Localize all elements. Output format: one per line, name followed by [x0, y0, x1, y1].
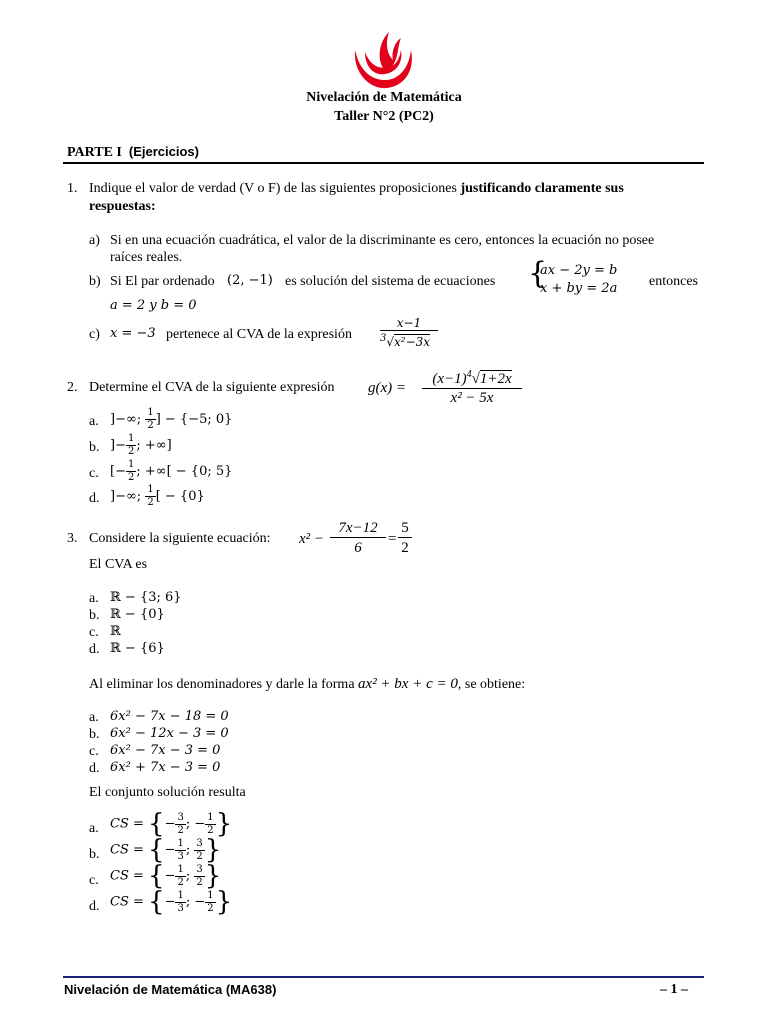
q1-b-brace: {	[528, 256, 548, 291]
q3-eq-numerator: 7x−12	[330, 520, 386, 538]
q3-cs-label: El conjunto solución resulta	[89, 785, 246, 800]
q2-option-fraction	[126, 460, 136, 483]
q3-cva-label-b: b.	[89, 608, 100, 623]
cs-fraction-2	[205, 813, 215, 836]
question-1-text-bold: respuestas:	[89, 199, 156, 214]
question-3-number: 3.	[67, 531, 78, 546]
fraction-numerator: 1	[207, 811, 214, 823]
close-brace: }	[215, 887, 233, 917]
q1-b-pair: (2, −1)	[227, 273, 273, 288]
q1-b-eq-2: x + by = 2a	[540, 281, 618, 296]
footer-rule	[63, 976, 704, 978]
fraction-denominator: 2	[127, 446, 135, 457]
footer-page-number: – 1 –	[660, 982, 688, 997]
minus-sign: −	[164, 868, 176, 884]
cs-fraction-2	[205, 891, 215, 914]
q2-option-pre: ]−∞;	[110, 489, 146, 504]
q3-eq-denominator: 6	[354, 540, 362, 556]
q3-cs-option-d	[110, 889, 232, 915]
q2-option-pre: ]−	[110, 438, 126, 453]
open-brace: {	[148, 809, 165, 839]
q3-cs-label-b: b.	[89, 847, 100, 862]
fraction-numerator: 1	[147, 484, 154, 495]
cs-prefix: CS =	[110, 816, 149, 832]
q2-option-pre: [−	[110, 464, 126, 479]
q2-option-label: a.	[89, 414, 99, 429]
fraction-denominator: 2	[127, 472, 135, 483]
q1-b-text-1: Si El par ordenado	[110, 274, 215, 289]
separator: ;	[185, 816, 195, 832]
q3-form-option-c: 6x² − 7x − 3 = 0	[110, 743, 221, 758]
cs-fraction-1	[175, 813, 185, 836]
cs-fraction-2	[194, 865, 204, 888]
q3-eq-rhs-numerator: 5	[398, 520, 412, 538]
fraction-numerator: 1	[127, 459, 135, 470]
fraction-numerator: 1	[177, 863, 184, 875]
fraction-numerator: 1	[147, 407, 154, 418]
document-title: Nivelación de Matemática	[306, 90, 462, 105]
q3-cs-label-d: d.	[89, 899, 100, 914]
fraction-denominator: 3	[177, 850, 184, 862]
fraction-denominator: 2	[177, 824, 184, 836]
q3-cva-option-b: ℝ − {0}	[110, 607, 165, 622]
q2-option-d	[110, 485, 205, 508]
q3-form-option-a: 6x² − 7x − 18 = 0	[110, 709, 229, 724]
fraction-denominator: 2	[207, 824, 214, 836]
q1-a-text-2: raíces reales.	[110, 250, 183, 265]
fraction-numerator: 3	[177, 811, 184, 823]
close-brace: }	[215, 809, 233, 839]
close-brace: }	[204, 835, 222, 865]
q2-option-a	[110, 408, 232, 431]
cs-prefix: CS =	[110, 868, 149, 884]
q2-denominator: x² − 5x	[450, 390, 494, 406]
open-brace: {	[148, 861, 165, 891]
q2-option-label: b.	[89, 440, 100, 455]
minus-sign: −	[164, 842, 176, 858]
q3-form-label-d: d.	[89, 761, 100, 776]
question-1-number: 1.	[67, 181, 78, 196]
fraction-numerator: 1	[207, 889, 214, 901]
minus-sign: −	[164, 816, 176, 832]
fraction-numerator: 1	[177, 889, 184, 901]
footer-course: Nivelación de Matemática (MA638)	[64, 982, 277, 997]
q3-cva-label: El CVA es	[89, 557, 148, 572]
separator: ;	[185, 868, 195, 884]
q1-c-denominator: $^3$√x²−3x	[380, 333, 431, 349]
question-3-text: Considere la siguiente ecuación:	[89, 531, 271, 546]
q3-cs-label-c: c.	[89, 873, 99, 888]
q3-form-label-c: c.	[89, 744, 99, 759]
q2-option-pre: ]−∞;	[110, 412, 146, 427]
q2-option-post: ] − {−5; 0}	[155, 412, 233, 427]
q3-form-label-b: b.	[89, 727, 100, 742]
sign-2: −	[194, 816, 206, 832]
question-1-text: Indique el valor de verdad (V o F) de las siguientes proposiciones justificando claramente sus	[89, 181, 624, 196]
q2-option-post: ; +∞]	[136, 438, 172, 453]
fraction-denominator: 2	[196, 876, 203, 888]
q3-form-option-d: 6x² + 7x − 3 = 0	[110, 760, 221, 775]
q2-option-fraction	[126, 434, 136, 457]
cs-fraction-1	[175, 891, 185, 914]
q1-a-text: Si en una ecuación cuadrática, el valor de la discriminante es cero, entonces la ecuación no posee	[110, 233, 655, 248]
document-subtitle: Taller N°2 (PC2)	[334, 109, 434, 124]
q3-cs-option-a	[110, 811, 232, 837]
q1-b-label: b)	[89, 274, 101, 289]
upc-logo-icon	[349, 28, 419, 92]
cs-fraction-1	[175, 865, 185, 888]
q3-eq-lhs: x² −	[299, 531, 325, 547]
q2-option-fraction	[145, 485, 155, 508]
q3-cva-option-c: ℝ	[110, 624, 121, 639]
cs-fraction-2	[194, 839, 204, 862]
q1-c-numerator: x−1	[380, 316, 438, 331]
q3-cs-option-b	[110, 837, 221, 863]
separator: ;	[185, 842, 195, 858]
question-2-text: Determine el CVA de la siguiente expresión	[89, 380, 335, 395]
q1-c-var: x = −3	[110, 326, 156, 341]
q3-cva-option-d: ℝ − {6}	[110, 641, 165, 656]
q3-form-label-a: a.	[89, 710, 99, 725]
fraction-denominator: 2	[147, 497, 154, 508]
q3-form-option-b: 6x² − 12x − 3 = 0	[110, 726, 229, 741]
fraction-numerator: 3	[196, 863, 203, 875]
question-2-number: 2.	[67, 380, 78, 395]
q2-option-fraction	[145, 408, 155, 431]
q3-eq-equals: =	[388, 531, 397, 547]
open-brace: {	[148, 835, 165, 865]
q3-cs-option-c	[110, 863, 221, 889]
q1-c-label: c)	[89, 327, 100, 342]
open-brace: {	[148, 887, 165, 917]
q2-numerator: $(x-1)^4√1+2x$	[422, 369, 522, 389]
fraction-denominator: 2	[207, 902, 214, 914]
q3-cva-label-d: d.	[89, 642, 100, 657]
q2-option-c	[110, 460, 232, 483]
close-brace: }	[204, 861, 222, 891]
q1-a-label: a)	[89, 233, 100, 248]
q1-b-text-2: es solución del sistema de ecuaciones	[285, 274, 496, 289]
q2-func: g(x) =	[368, 380, 407, 396]
part-title: PARTE I (Ejercicios)	[67, 144, 199, 160]
q3-cs-label-a: a.	[89, 821, 99, 836]
sign-2: −	[194, 894, 206, 910]
fraction-denominator: 2	[177, 876, 184, 888]
fraction-denominator: 2	[196, 850, 203, 862]
q3-eq-rhs-denominator: 2	[401, 540, 409, 556]
q1-c-text: pertenece al CVA de la expresión	[166, 327, 352, 342]
cs-fraction-1	[175, 839, 185, 862]
q2-option-label: d.	[89, 491, 100, 506]
fraction-denominator: 2	[147, 420, 154, 431]
q3-cva-label-c: c.	[89, 625, 99, 640]
separator: ;	[185, 894, 195, 910]
q3-form-text: Al eliminar los denominadores y darle la forma ax² + bx + c = 0, se obtiene:	[89, 676, 526, 692]
cs-prefix: CS =	[110, 842, 149, 858]
q1-b-text-3: entonces	[649, 274, 698, 289]
q2-option-b	[110, 434, 172, 457]
q3-cva-label-a: a.	[89, 591, 99, 606]
header-rule	[63, 162, 704, 164]
q2-option-label: c.	[89, 466, 99, 481]
fraction-denominator: 3	[177, 902, 184, 914]
fraction-numerator: 1	[127, 433, 135, 444]
q2-option-post: [ − {0}	[155, 489, 205, 504]
q1-b-eq-1: ax − 2y = b	[540, 263, 618, 278]
minus-sign: −	[164, 894, 176, 910]
cs-prefix: CS =	[110, 894, 149, 910]
q2-option-post: ; +∞[ − {0; 5}	[136, 464, 233, 479]
q3-cva-option-a: ℝ − {3; 6}	[110, 590, 182, 605]
q1-b-line-2: a = 2 y b = 0	[110, 298, 197, 313]
fraction-numerator: 1	[177, 837, 184, 849]
fraction-numerator: 3	[196, 837, 203, 849]
